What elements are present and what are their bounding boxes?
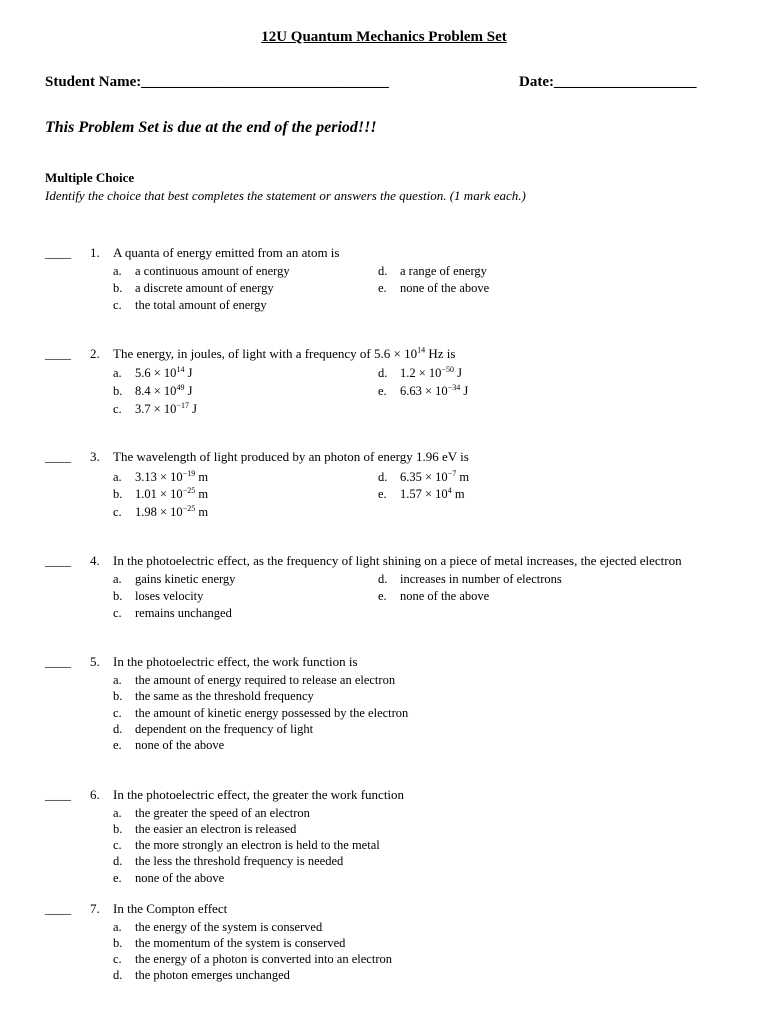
- option-b: b. loses velocity: [113, 589, 204, 603]
- option-c: c. remains unchanged: [113, 606, 232, 620]
- question-7: [0, 901, 768, 991]
- answer-blank: ____: [45, 346, 71, 361]
- option-e: e. none of the above: [378, 589, 490, 603]
- answer-blank: ____: [45, 449, 71, 464]
- answer-blank: ____: [45, 245, 71, 260]
- option-b: b. the easier an electron is released: [113, 822, 297, 836]
- answer-blank: ____: [45, 654, 71, 669]
- option-a: a. the energy of the system is conserved: [113, 920, 323, 934]
- question-number: 4.: [90, 553, 100, 568]
- page-title: 12U Quantum Mechanics Problem Set: [261, 29, 507, 45]
- option-e: e. none of the above: [113, 738, 225, 752]
- question-number: 1.: [90, 245, 100, 260]
- option-c: c. the amount of kinetic energy possessed by the electron: [113, 706, 409, 720]
- question-3: [0, 449, 768, 529]
- option-c: c. $1.98 \times 10^{-25}$ m: [113, 503, 209, 519]
- option-a: a. $5.6 \times 10^{14}$ J: [113, 364, 193, 380]
- option-a: a. gains kinetic energy: [113, 572, 236, 586]
- question-2: [0, 346, 768, 426]
- answer-blank: ____: [45, 553, 71, 568]
- option-a: a. $3.13 \times 10^{-19}$ m: [113, 468, 209, 484]
- option-b: b. the same as the threshold frequency: [113, 689, 314, 703]
- section-title: Multiple Choice: [45, 170, 135, 185]
- question-stem: The energy, in joules, of light with a frequency of $5.6 \times 10^{14}$ Hz is: [113, 345, 456, 361]
- option-b: b. a discrete amount of energy: [113, 281, 274, 295]
- question-number: 6.: [90, 787, 100, 802]
- option-d: d. dependent on the frequency of light: [113, 722, 314, 736]
- answer-blank: ____: [45, 787, 71, 802]
- question-1: [0, 245, 768, 325]
- question-stem: The wavelength of light produced by an photon of energy 1.96 eV is: [113, 449, 469, 464]
- question-4: [0, 553, 768, 633]
- option-c: c. the total amount of energy: [113, 298, 267, 312]
- option-d: d. the photon emerges unchanged: [113, 968, 290, 982]
- question-number: 5.: [90, 654, 100, 669]
- question-stem: In the Compton effect: [113, 901, 228, 916]
- question-number: 7.: [90, 901, 100, 916]
- option-c: c. the more strongly an electron is held to the metal: [113, 838, 380, 852]
- question-stem: In the photoelectric effect, the work function is: [113, 654, 358, 669]
- question-stem: In the photoelectric effect, the greater the work function: [113, 787, 405, 802]
- option-a: a. the greater the speed of an electron: [113, 806, 310, 820]
- option-d: d. $6.35 \times 10^{-7}$ m: [378, 468, 470, 484]
- option-d: d. increases in number of electrons: [378, 572, 562, 586]
- option-c: c. the energy of a photon is converted into an electron: [113, 952, 392, 966]
- answer-blank: ____: [45, 901, 71, 916]
- question-6: [0, 787, 768, 887]
- question-number: 3.: [90, 449, 100, 464]
- question-stem: In the photoelectric effect, as the frequency of light shining on a piece of metal increases, the ejected electron: [113, 553, 682, 568]
- option-a: a. a continuous amount of energy: [113, 264, 290, 278]
- option-e: e. $1.57 \times 10^4$ m: [378, 485, 465, 501]
- instructions: Identify the choice that best completes the statement or answers the question. (1 mark each.): [45, 188, 526, 203]
- option-b: b. the momentum of the system is conserved: [113, 936, 346, 950]
- option-d: d. $1.2 \times 10^{-50}$ J: [378, 364, 462, 380]
- student-name-field: Student Name:_________________________________: [45, 74, 389, 90]
- option-e: e. $6.63 \times 10^{-34}$ J: [378, 382, 469, 398]
- option-d: d. the less the threshold frequency is needed: [113, 854, 344, 868]
- option-c: c. $3.7 \times 10^{-17}$ J: [113, 400, 197, 416]
- option-e: e. none of the above: [378, 281, 490, 295]
- question-5: [0, 654, 768, 754]
- due-note: This Problem Set is due at the end of the period!!!: [45, 119, 377, 136]
- option-b: b. $8.4 \times 10^{49}$ J: [113, 382, 193, 398]
- question-number: 2.: [90, 346, 100, 361]
- option-b: b. $1.01 \times 10^{-25}$ m: [113, 485, 209, 501]
- question-stem: A quanta of energy emitted from an atom is: [113, 245, 340, 260]
- option-a: a. the amount of energy required to release an electron: [113, 673, 396, 687]
- option-e: e. none of the above: [113, 871, 225, 885]
- date-field: Date:___________________: [519, 74, 697, 90]
- option-d: d. a range of energy: [378, 264, 487, 278]
